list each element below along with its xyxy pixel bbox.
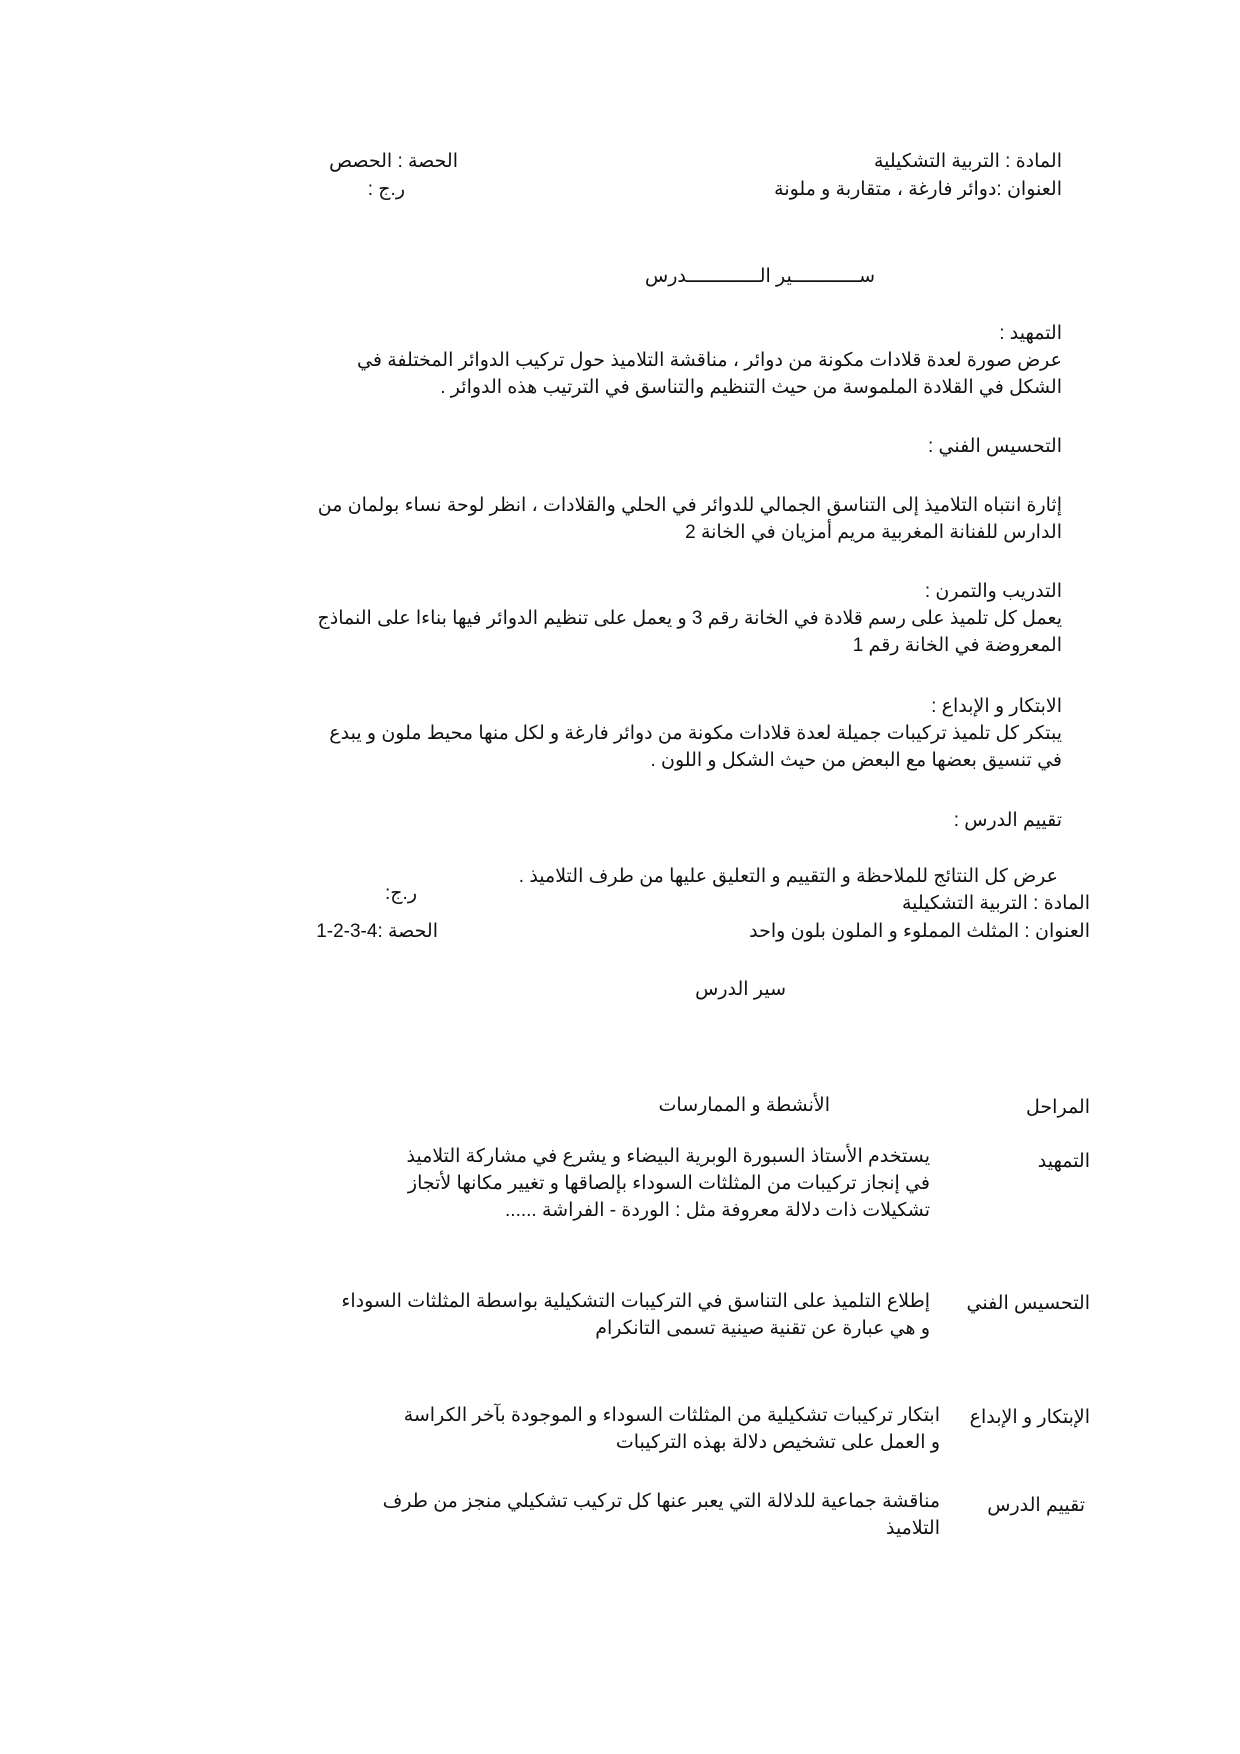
lesson1-subject: المادة : التربية التشكيلية [873,151,1062,172]
lesson1-create-line-1: يبتكر كل تلميذ تركيبات جميلة لعدة قلادات مكونة من دوائر فارغة و لكل منها محيط ملون و يبدع [329,723,1062,744]
lesson1-eval-label: تقييم الدرس : [953,810,1062,831]
lesson2-row-intro-line-3: تشكيلات ذات دلالة معروفة مثل : الوردة - الفراشة ...... [505,1200,930,1221]
lesson1-session: الحصة : الحصص [329,151,458,172]
lesson2-row-art-line-1: إطلاع التلميذ على التناسق في التركيبات التشكيلية بواسطة المثلثات السوداء [341,1291,930,1312]
lesson2-col-stages: المراحل [1026,1097,1090,1118]
lesson2-row-eval-line-2: التلاميذ [885,1518,940,1539]
lesson1-heading: ســــــــــــير الـــــــــــــدرس [645,266,875,287]
lesson1-practice-text [302,605,1062,659]
lesson2-row-create-line-1: ابتكار تركيبات تشكيلية من المثلثات السوداء و الموجودة بآخر الكراسة [403,1405,940,1426]
lesson2-rj: ر.ج: [385,883,417,904]
lesson2-row-create-line-2: و العمل على تشخيص دلالة بهذه التركيبات [615,1432,940,1453]
lesson1-art-line-1: إثارة انتباه التلاميذ إلى التناسق الجمالي للدوائر في الحلي والقلادات ، انظر لوحة نساء بولمان من [317,495,1062,516]
lesson2-row-art-line-2: و هي عبارة عن تقنية صينية تسمى التانكرام [595,1318,930,1339]
lesson2-row-stage-create: الإبتكار و الإبداع [969,1407,1090,1428]
lesson2-session-label: الحصة : [377,921,438,942]
lesson2-heading: سير الدرس [695,979,786,1000]
lesson1-art-line-2: الدارس للفنانة المغربية مريم أمزيان في الخانة 2 [685,522,1062,543]
lesson1-create-text [302,720,1062,774]
lesson1-art-label: التحسيس الفني : [927,436,1062,457]
lesson2-row-intro-text [310,1143,930,1224]
lesson1-intro-label: التمهيد : [999,323,1062,344]
lesson2-row-stage-eval: تقييم الدرس [987,1495,1085,1516]
lesson2-row-art-text [310,1288,930,1342]
lesson2-session-value: 1-2-3-4 [316,921,378,942]
lesson2-row-stage-art: التحسيس الفني [966,1293,1090,1314]
lesson2-title: العنوان : المثلث المملوء و الملون بلون واحد [749,921,1090,942]
lesson2-row-eval-line-1: مناقشة جماعية للدلالة التي يعبر عنها كل تركيب تشكيلي منجز من طرف [382,1491,940,1512]
lesson1-art-text [302,492,1062,546]
lesson1-intro-text [302,347,1062,401]
lesson1-practice-label: التدريب والتمرن : [924,581,1062,602]
lesson2-col-activities: الأنشطة و الممارسات [658,1095,830,1116]
lesson1-create-line-2: في تنسيق بعضها مع البعض من حيث الشكل و اللون . [650,750,1062,771]
lesson1-practice-line-1: يعمل كل تلميذ على رسم قلادة في الخانة رقم 3 و يعمل على تنظيم الدوائر فيها بناءا على النماذج [317,608,1062,629]
lesson1-eval-text: عرض كل النتائج للملاحظة و التقييم و التعليق عليها من طرف التلاميذ . [518,866,1058,887]
lesson1-practice-line-2: المعروضة في الخانة رقم 1 [852,635,1062,656]
lesson2-row-intro-line-1: يستخدم الأستاذ السبورة الوبرية البيضاء و يشرع في مشاركة التلاميذ [406,1146,930,1167]
lesson1-intro-line-1: عرض صورة لعدة قلادات مكونة من دوائر ، مناقشة التلاميذ حول تركيب الدوائر المختلفة في [357,350,1062,371]
lesson2-row-stage-intro: التمهيد [1037,1151,1090,1172]
lesson1-intro-line-2: الشكل في القلادة الملموسة من حيث التنظيم والتناسق في الترتيب هذه الدوائر . [440,377,1062,398]
lesson2-session [316,918,438,945]
lesson1-create-label: الابتكار و الإبداع : [931,696,1062,717]
lesson2-subject: المادة : التربية التشكيلية [901,893,1090,914]
lesson2-row-eval-text [320,1488,940,1542]
lesson2-row-intro-line-2: في إنجاز تركيبات من المثلثات السوداء بإلصاقها و تغيير مكانها لأتجاز [407,1173,930,1194]
lesson1-title: العنوان :دوائر فارغة ، متقاربة و ملونة [774,179,1062,200]
lesson1-rj: ر.ج : [367,179,405,200]
lesson2-row-create-text [320,1402,940,1456]
